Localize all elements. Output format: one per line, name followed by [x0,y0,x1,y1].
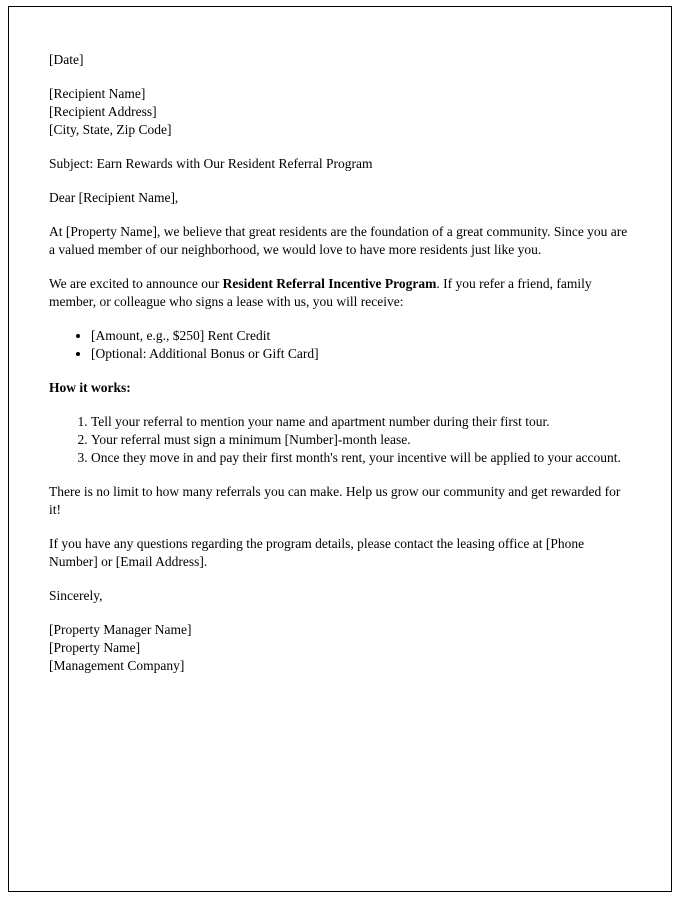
closing-line: Sincerely, [49,588,103,603]
questions-paragraph: If you have any questions regarding the program details, please contact the leasing office at [Phone Number] or [Email Address]. [49,536,585,569]
announcement-pre-text: We are excited to announce our [49,276,223,291]
signature-block [49,621,631,675]
recipient-address-line: [Recipient Address] [49,104,157,119]
signature-company-line: [Management Company] [49,658,185,673]
step-item: 2. Your referral must sign a minimum [Number]-month lease. [91,431,631,449]
step-item: 1. Tell your referral to mention your name and apartment number during their first tour. [91,413,631,431]
recipient-city-line: [City, State, Zip Code] [49,122,172,137]
announcement-post-text: . If you refer a friend, family member, or colleague who signs a lease with us, you will receive: [49,276,592,309]
no-limit-paragraph: There is no limit to how many referrals you can make. Help us grow our community and get rewarded for it! [49,484,621,517]
incentive-bullet-item: • [Optional: Additional Bonus or Gift Card] [91,345,631,363]
signature-property-line: [Property Name] [49,640,141,655]
how-it-works-heading: How it works: [49,380,131,395]
subject-line: Subject: Earn Rewards with Our Resident Referral Program [49,156,373,171]
incentive-bullet-item: • [Amount, e.g., $250] Rent Credit [91,327,631,345]
how-it-works-step-list [49,413,631,467]
program-name-bold: Resident Referral Incentive Program [222,276,437,291]
recipient-name-line: [Recipient Name] [49,86,146,101]
incentive-bullet-list [49,327,631,363]
step-item: 3. Once they move in and pay their first month's rent, your incentive will be applied to your account. [91,449,631,467]
recipient-block [49,85,631,139]
intro-paragraph: At [Property Name], we believe that great residents are the foundation of a great community. Since you are a valued member of our neighborhood, we would love to have more residents just like you. [49,224,628,257]
signature-manager-line: [Property Manager Name] [49,622,192,637]
letter-page [8,6,672,892]
salutation-line: Dear [Recipient Name], [49,190,179,205]
date-line: [Date] [49,52,84,67]
announcement-paragraph [49,275,631,311]
